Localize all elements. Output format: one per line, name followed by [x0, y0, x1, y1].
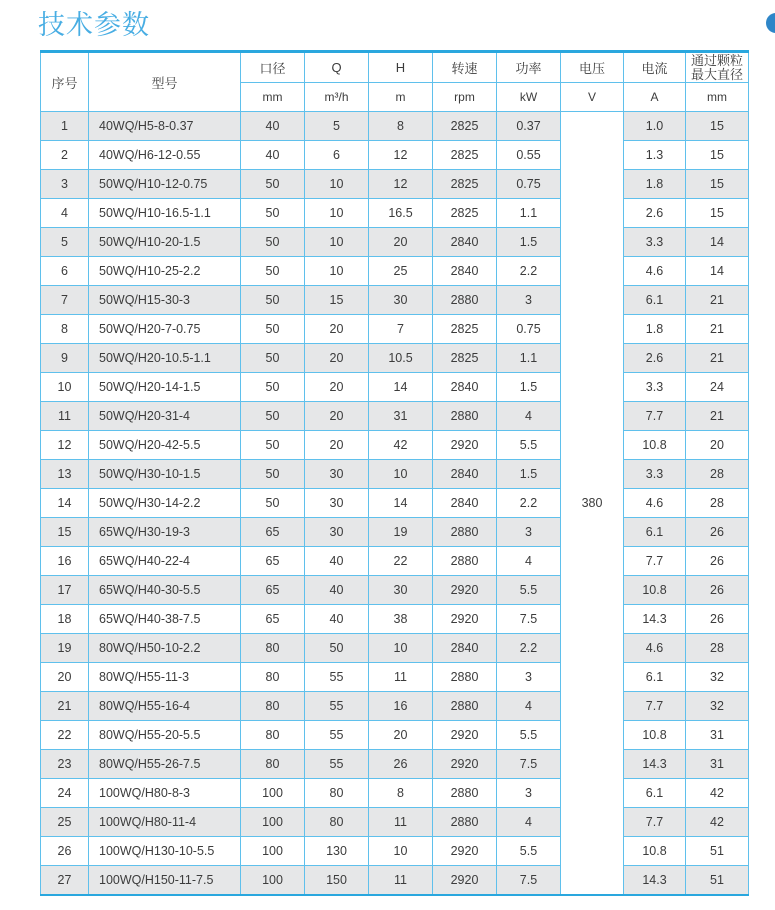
table-row: [41, 315, 749, 344]
cell-head: 11: [369, 866, 433, 895]
cell-particle: 21: [686, 344, 749, 373]
cell-current: 2.6: [624, 344, 686, 373]
cell-model: 50WQ/H30-14-2.2: [89, 489, 241, 518]
cell-diameter: 80: [241, 750, 305, 779]
cell-current: 14.3: [624, 866, 686, 895]
cell-particle: 28: [686, 460, 749, 489]
header-voltage: 电压: [561, 52, 624, 83]
table-row: [41, 373, 749, 402]
cell-head: 22: [369, 547, 433, 576]
cell-diameter: 100: [241, 779, 305, 808]
cell-particle: 26: [686, 605, 749, 634]
cell-power: 5.5: [497, 837, 561, 866]
page-title: 技术参数: [38, 10, 150, 40]
table-row: [41, 402, 749, 431]
cell-flow: 5: [305, 112, 369, 141]
cell-diameter: 50: [241, 373, 305, 402]
cell-head: 11: [369, 808, 433, 837]
cell-serial: 22: [41, 721, 89, 750]
cell-flow: 30: [305, 518, 369, 547]
cell-current: 7.7: [624, 692, 686, 721]
cell-current: 1.8: [624, 170, 686, 199]
cell-speed: 2840: [433, 460, 497, 489]
cell-speed: 2920: [433, 866, 497, 895]
cell-current: 14.3: [624, 750, 686, 779]
cell-speed: 2920: [433, 837, 497, 866]
cell-current: 3.3: [624, 373, 686, 402]
cell-diameter: 50: [241, 257, 305, 286]
cell-diameter: 80: [241, 663, 305, 692]
cell-current: 6.1: [624, 663, 686, 692]
cell-current: 6.1: [624, 286, 686, 315]
cell-flow: 15: [305, 286, 369, 315]
cell-particle: 51: [686, 837, 749, 866]
cell-speed: 2920: [433, 431, 497, 460]
cell-current: 4.6: [624, 489, 686, 518]
cell-particle: 42: [686, 808, 749, 837]
cell-current: 3.3: [624, 460, 686, 489]
cell-model: 50WQ/H30-10-1.5: [89, 460, 241, 489]
cell-current: 14.3: [624, 605, 686, 634]
cell-flow: 130: [305, 837, 369, 866]
cell-particle: 26: [686, 576, 749, 605]
cell-power: 4: [497, 547, 561, 576]
cell-speed: 2840: [433, 257, 497, 286]
cell-model: 65WQ/H40-30-5.5: [89, 576, 241, 605]
corner-circle-badge: [766, 13, 775, 33]
cell-particle: 14: [686, 257, 749, 286]
cell-serial: 17: [41, 576, 89, 605]
cell-power: 0.55: [497, 141, 561, 170]
table-row: [41, 170, 749, 199]
cell-flow: 30: [305, 460, 369, 489]
cell-model: 65WQ/H40-38-7.5: [89, 605, 241, 634]
cell-power: 4: [497, 692, 561, 721]
cell-model: 80WQ/H55-20-5.5: [89, 721, 241, 750]
cell-serial: 20: [41, 663, 89, 692]
cell-diameter: 100: [241, 866, 305, 895]
header-head-unit: m: [369, 83, 433, 112]
cell-speed: 2880: [433, 808, 497, 837]
cell-diameter: 100: [241, 808, 305, 837]
cell-serial: 7: [41, 286, 89, 315]
cell-current: 3.3: [624, 228, 686, 257]
header-power-unit: kW: [497, 83, 561, 112]
cell-head: 16: [369, 692, 433, 721]
table-row: [41, 663, 749, 692]
cell-power: 7.5: [497, 750, 561, 779]
cell-serial: 16: [41, 547, 89, 576]
cell-particle: 31: [686, 721, 749, 750]
cell-diameter: 50: [241, 489, 305, 518]
cell-model: 65WQ/H40-22-4: [89, 547, 241, 576]
cell-power: 0.75: [497, 315, 561, 344]
cell-model: 40WQ/H5-8-0.37: [89, 112, 241, 141]
cell-serial: 1: [41, 112, 89, 141]
cell-speed: 2840: [433, 489, 497, 518]
cell-particle: 26: [686, 547, 749, 576]
table-row: [41, 112, 749, 141]
cell-flow: 40: [305, 605, 369, 634]
cell-diameter: 40: [241, 141, 305, 170]
cell-voltage-merged: 380: [561, 112, 624, 895]
cell-model: 80WQ/H55-11-3: [89, 663, 241, 692]
cell-power: 2.2: [497, 257, 561, 286]
cell-model: 100WQ/H80-11-4: [89, 808, 241, 837]
cell-model: 50WQ/H20-7-0.75: [89, 315, 241, 344]
cell-power: 4: [497, 808, 561, 837]
cell-power: 1.5: [497, 228, 561, 257]
cell-power: 0.75: [497, 170, 561, 199]
cell-speed: 2880: [433, 286, 497, 315]
cell-power: 2.2: [497, 634, 561, 663]
cell-power: 3: [497, 518, 561, 547]
cell-speed: 2880: [433, 518, 497, 547]
header-speed: 转速: [433, 52, 497, 83]
cell-particle: 15: [686, 199, 749, 228]
header-particle-unit: mm: [686, 83, 749, 112]
cell-diameter: 40: [241, 112, 305, 141]
cell-power: 7.5: [497, 866, 561, 895]
cell-current: 10.8: [624, 576, 686, 605]
cell-current: 7.7: [624, 402, 686, 431]
cell-flow: 55: [305, 692, 369, 721]
cell-serial: 8: [41, 315, 89, 344]
table-row: [41, 228, 749, 257]
cell-head: 10: [369, 634, 433, 663]
cell-head: 8: [369, 112, 433, 141]
cell-head: 8: [369, 779, 433, 808]
header-serial: 序号: [41, 52, 89, 112]
cell-particle: 28: [686, 489, 749, 518]
cell-model: 50WQ/H20-10.5-1.1: [89, 344, 241, 373]
cell-model: 50WQ/H10-20-1.5: [89, 228, 241, 257]
table-row: [41, 547, 749, 576]
cell-serial: 27: [41, 866, 89, 895]
cell-current: 6.1: [624, 779, 686, 808]
header-current-unit: A: [624, 83, 686, 112]
cell-diameter: 50: [241, 431, 305, 460]
table-row: [41, 518, 749, 547]
cell-head: 14: [369, 373, 433, 402]
cell-head: 25: [369, 257, 433, 286]
cell-speed: 2880: [433, 402, 497, 431]
table-body: [41, 112, 749, 895]
table-row: [41, 460, 749, 489]
cell-particle: 14: [686, 228, 749, 257]
cell-flow: 80: [305, 779, 369, 808]
cell-particle: 21: [686, 286, 749, 315]
table-row: [41, 634, 749, 663]
cell-serial: 23: [41, 750, 89, 779]
cell-particle: 26: [686, 518, 749, 547]
cell-particle: 21: [686, 402, 749, 431]
cell-speed: 2920: [433, 750, 497, 779]
table-row: [41, 808, 749, 837]
header-flow-unit: m³/h: [305, 83, 369, 112]
header-particle: 通过颗粒最大直径: [686, 52, 749, 83]
cell-particle: 20: [686, 431, 749, 460]
cell-model: 100WQ/H150-11-7.5: [89, 866, 241, 895]
cell-model: 50WQ/H10-16.5-1.1: [89, 199, 241, 228]
cell-model: 50WQ/H15-30-3: [89, 286, 241, 315]
cell-head: 31: [369, 402, 433, 431]
header-voltage-unit: V: [561, 83, 624, 112]
cell-flow: 80: [305, 808, 369, 837]
header-power: 功率: [497, 52, 561, 83]
cell-model: 80WQ/H50-10-2.2: [89, 634, 241, 663]
cell-current: 4.6: [624, 634, 686, 663]
cell-serial: 18: [41, 605, 89, 634]
cell-model: 65WQ/H30-19-3: [89, 518, 241, 547]
cell-flow: 10: [305, 257, 369, 286]
cell-flow: 20: [305, 373, 369, 402]
cell-diameter: 50: [241, 199, 305, 228]
header-speed-unit: rpm: [433, 83, 497, 112]
cell-particle: 31: [686, 750, 749, 779]
cell-speed: 2825: [433, 170, 497, 199]
cell-flow: 40: [305, 576, 369, 605]
cell-current: 10.8: [624, 431, 686, 460]
cell-power: 3: [497, 779, 561, 808]
cell-serial: 19: [41, 634, 89, 663]
header-diameter-unit: mm: [241, 83, 305, 112]
cell-head: 7: [369, 315, 433, 344]
cell-model: 100WQ/H130-10-5.5: [89, 837, 241, 866]
table-row: [41, 141, 749, 170]
cell-current: 2.6: [624, 199, 686, 228]
cell-diameter: 50: [241, 228, 305, 257]
cell-model: 40WQ/H6-12-0.55: [89, 141, 241, 170]
cell-serial: 13: [41, 460, 89, 489]
cell-speed: 2920: [433, 605, 497, 634]
cell-diameter: 65: [241, 576, 305, 605]
table-row: [41, 431, 749, 460]
cell-power: 1.1: [497, 199, 561, 228]
cell-head: 19: [369, 518, 433, 547]
cell-speed: 2825: [433, 315, 497, 344]
cell-diameter: 80: [241, 634, 305, 663]
table-row: [41, 837, 749, 866]
cell-head: 20: [369, 721, 433, 750]
cell-serial: 11: [41, 402, 89, 431]
cell-flow: 55: [305, 750, 369, 779]
cell-flow: 6: [305, 141, 369, 170]
cell-current: 6.1: [624, 518, 686, 547]
cell-flow: 55: [305, 721, 369, 750]
cell-serial: 12: [41, 431, 89, 460]
cell-power: 1.5: [497, 460, 561, 489]
header-flow: Q: [305, 52, 369, 83]
cell-power: 2.2: [497, 489, 561, 518]
cell-head: 10: [369, 460, 433, 489]
cell-particle: 21: [686, 315, 749, 344]
cell-flow: 20: [305, 402, 369, 431]
cell-serial: 10: [41, 373, 89, 402]
cell-current: 1.0: [624, 112, 686, 141]
cell-head: 26: [369, 750, 433, 779]
cell-head: 38: [369, 605, 433, 634]
cell-flow: 40: [305, 547, 369, 576]
cell-head: 12: [369, 141, 433, 170]
cell-model: 50WQ/H20-42-5.5: [89, 431, 241, 460]
cell-head: 12: [369, 170, 433, 199]
cell-serial: 3: [41, 170, 89, 199]
table-row: [41, 721, 749, 750]
table-row: [41, 750, 749, 779]
cell-flow: 20: [305, 344, 369, 373]
cell-flow: 10: [305, 199, 369, 228]
cell-current: 10.8: [624, 721, 686, 750]
cell-serial: 25: [41, 808, 89, 837]
cell-flow: 10: [305, 228, 369, 257]
cell-particle: 32: [686, 663, 749, 692]
cell-serial: 5: [41, 228, 89, 257]
cell-current: 4.6: [624, 257, 686, 286]
cell-flow: 150: [305, 866, 369, 895]
cell-head: 10.5: [369, 344, 433, 373]
table-row: [41, 779, 749, 808]
table-row: [41, 489, 749, 518]
cell-head: 20: [369, 228, 433, 257]
table-row: [41, 286, 749, 315]
cell-serial: 9: [41, 344, 89, 373]
cell-model: 50WQ/H10-25-2.2: [89, 257, 241, 286]
cell-head: 14: [369, 489, 433, 518]
cell-current: 1.3: [624, 141, 686, 170]
cell-head: 30: [369, 286, 433, 315]
cell-head: 16.5: [369, 199, 433, 228]
cell-speed: 2920: [433, 721, 497, 750]
cell-model: 80WQ/H55-26-7.5: [89, 750, 241, 779]
cell-diameter: 65: [241, 547, 305, 576]
cell-head: 10: [369, 837, 433, 866]
cell-flow: 55: [305, 663, 369, 692]
cell-diameter: 65: [241, 518, 305, 547]
cell-power: 3: [497, 286, 561, 315]
cell-head: 42: [369, 431, 433, 460]
cell-speed: 2825: [433, 344, 497, 373]
table-row: [41, 257, 749, 286]
table-header: [41, 52, 749, 112]
table-row: [41, 344, 749, 373]
cell-speed: 2825: [433, 112, 497, 141]
cell-particle: 51: [686, 866, 749, 895]
cell-flow: 30: [305, 489, 369, 518]
cell-speed: 2880: [433, 663, 497, 692]
cell-particle: 32: [686, 692, 749, 721]
cell-current: 1.8: [624, 315, 686, 344]
cell-speed: 2825: [433, 141, 497, 170]
cell-current: 10.8: [624, 837, 686, 866]
header-model: 型号: [89, 52, 241, 112]
table-row: [41, 605, 749, 634]
cell-power: 5.5: [497, 721, 561, 750]
cell-diameter: 50: [241, 170, 305, 199]
header-row-names: [41, 52, 749, 83]
cell-power: 5.5: [497, 431, 561, 460]
cell-power: 1.5: [497, 373, 561, 402]
cell-serial: 2: [41, 141, 89, 170]
table-row: [41, 199, 749, 228]
cell-serial: 21: [41, 692, 89, 721]
cell-speed: 2880: [433, 692, 497, 721]
cell-speed: 2880: [433, 779, 497, 808]
cell-diameter: 50: [241, 402, 305, 431]
cell-diameter: 50: [241, 460, 305, 489]
cell-serial: 6: [41, 257, 89, 286]
cell-head: 11: [369, 663, 433, 692]
cell-diameter: 80: [241, 721, 305, 750]
cell-particle: 24: [686, 373, 749, 402]
cell-flow: 50: [305, 634, 369, 663]
cell-particle: 42: [686, 779, 749, 808]
cell-particle: 15: [686, 141, 749, 170]
cell-current: 7.7: [624, 808, 686, 837]
cell-diameter: 50: [241, 286, 305, 315]
table-row: [41, 692, 749, 721]
cell-power: 3: [497, 663, 561, 692]
cell-particle: 28: [686, 634, 749, 663]
spec-table: [40, 50, 749, 896]
cell-flow: 20: [305, 315, 369, 344]
cell-model: 80WQ/H55-16-4: [89, 692, 241, 721]
cell-power: 0.37: [497, 112, 561, 141]
table-row: [41, 576, 749, 605]
cell-speed: 2920: [433, 576, 497, 605]
cell-diameter: 50: [241, 315, 305, 344]
cell-speed: 2840: [433, 228, 497, 257]
header-current: 电流: [624, 52, 686, 83]
cell-model: 50WQ/H20-31-4: [89, 402, 241, 431]
table-row: [41, 866, 749, 895]
cell-model: 50WQ/H20-14-1.5: [89, 373, 241, 402]
cell-flow: 10: [305, 170, 369, 199]
cell-head: 30: [369, 576, 433, 605]
cell-speed: 2880: [433, 547, 497, 576]
header-diameter: 口径: [241, 52, 305, 83]
cell-particle: 15: [686, 112, 749, 141]
cell-speed: 2840: [433, 634, 497, 663]
cell-power: 1.1: [497, 344, 561, 373]
cell-model: 100WQ/H80-8-3: [89, 779, 241, 808]
cell-serial: 4: [41, 199, 89, 228]
cell-speed: 2825: [433, 199, 497, 228]
cell-serial: 14: [41, 489, 89, 518]
cell-speed: 2840: [433, 373, 497, 402]
cell-serial: 15: [41, 518, 89, 547]
header-head: H: [369, 52, 433, 83]
cell-serial: 24: [41, 779, 89, 808]
cell-power: 5.5: [497, 576, 561, 605]
cell-model: 50WQ/H10-12-0.75: [89, 170, 241, 199]
cell-diameter: 100: [241, 837, 305, 866]
cell-diameter: 80: [241, 692, 305, 721]
cell-current: 7.7: [624, 547, 686, 576]
cell-diameter: 65: [241, 605, 305, 634]
cell-particle: 15: [686, 170, 749, 199]
cell-flow: 20: [305, 431, 369, 460]
cell-power: 7.5: [497, 605, 561, 634]
cell-power: 4: [497, 402, 561, 431]
cell-diameter: 50: [241, 344, 305, 373]
cell-serial: 26: [41, 837, 89, 866]
